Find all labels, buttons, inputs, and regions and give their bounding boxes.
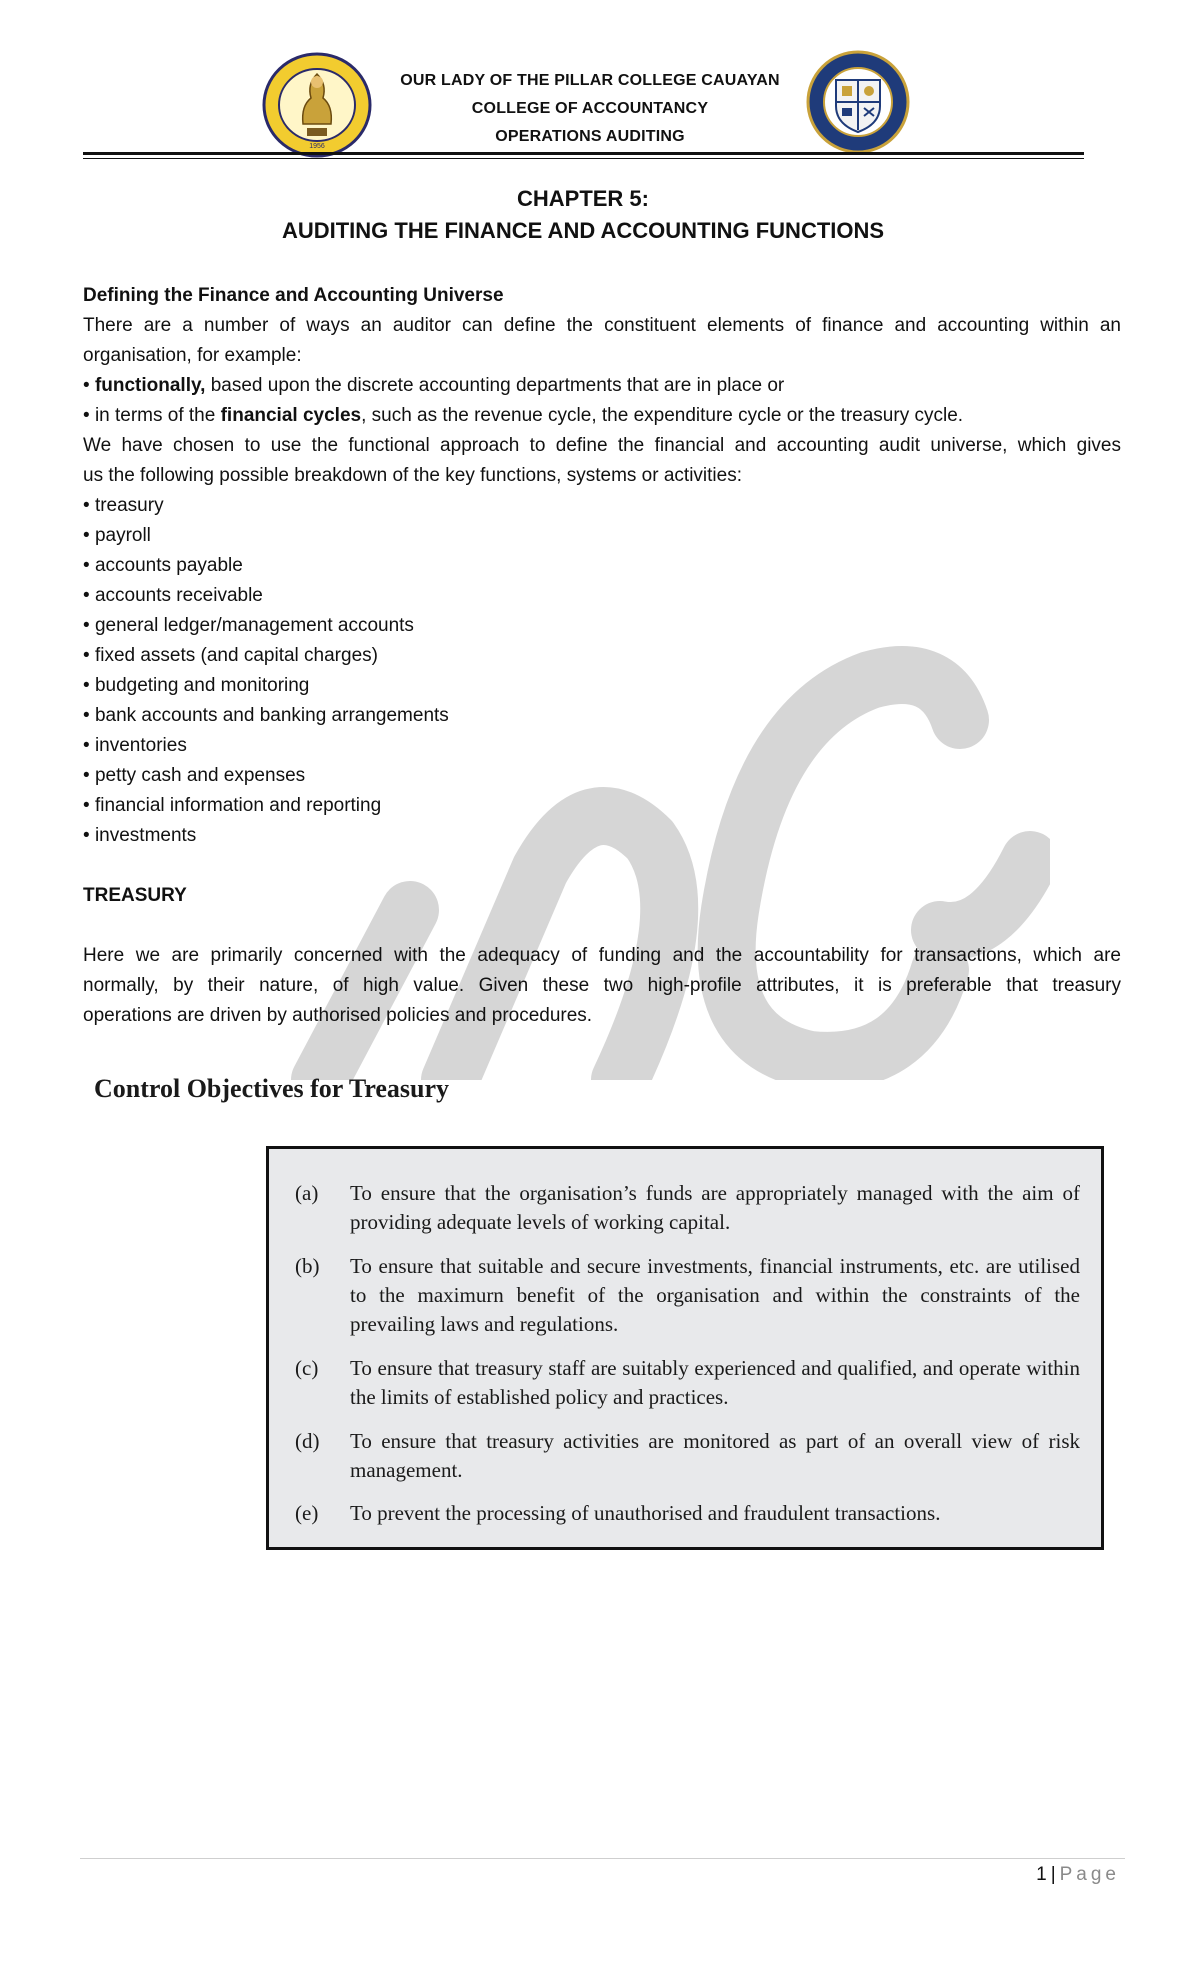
page-label: Page <box>1059 1864 1120 1885</box>
objective-text: To ensure that the organisation’s funds are appropriately managed with the aim of providing adequate levels of working capital. <box>350 1181 1080 1234</box>
objective-text: To ensure that treasury staff are suitably experienced and qualified, and operate within the limits of established policy and practices. <box>350 1356 1080 1409</box>
accountancy-seal-logo <box>806 50 910 154</box>
list-item: • accounts receivable <box>83 584 1123 608</box>
list-item: • petty cash and expenses <box>83 764 1123 788</box>
objective-text: To ensure that suitable and secure investments, financial instruments, etc. are utilised to the maximurn benefit of the organisation and within the constraints of the prevailing laws and regulations. <box>350 1254 1080 1336</box>
objective-letter: (d) <box>295 1429 320 1453</box>
control-objectives-box <box>266 1146 1104 1550</box>
list-item: • inventories <box>83 734 1123 758</box>
approach-line-1: We have chosen to use the functional approach to define the financial and accounting audit universe, which gives <box>83 435 1121 456</box>
list-item: • treasury <box>83 494 1123 518</box>
treasury-line-1: Here we are primarily concerned with the adequacy of funding and the accountability for transactions, which are <box>83 945 1121 966</box>
page-footer <box>960 1864 1120 1886</box>
page-number: 1 <box>1036 1864 1047 1885</box>
bullet-financial-cycles: • in terms of the financial cycles, such as the revenue cycle, the expenditure cycle or the treasury cycle. <box>83 404 1123 428</box>
list-item: • budgeting and monitoring <box>83 674 1123 698</box>
objective-letter: (b) <box>295 1254 320 1278</box>
department-name: COLLEGE OF ACCOUNTANCY <box>471 100 709 117</box>
intro-line-1: There are a number of ways an auditor can define the constituent elements of finance and accounting within an <box>83 315 1121 336</box>
list-item: • investments <box>83 824 1123 848</box>
list-item: • financial information and reporting <box>83 794 1123 818</box>
objective-letter: (e) <box>295 1501 319 1525</box>
header-rule-thick <box>83 152 1084 155</box>
page-separator: | <box>1050 1864 1056 1885</box>
objective-text: To ensure that treasury activities are monitored as part of an overall view of risk management. <box>350 1429 1080 1482</box>
treasury-heading: TREASURY <box>83 885 187 906</box>
course-name: OPERATIONS AUDITING <box>495 128 685 145</box>
control-objectives-heading: Control Objectives for Treasury <box>94 1074 450 1103</box>
svg-text:1956: 1956 <box>309 143 325 150</box>
treasury-line-3: operations are driven by authorised policies and procedures. <box>83 1005 593 1026</box>
bullet-functionally: • functionally, based upon the discrete accounting departments that are in place or <box>83 374 1123 398</box>
chapter-title: AUDITING THE FINANCE AND ACCOUNTING FUNCTIONS <box>281 218 885 243</box>
footer-rule <box>80 1858 1125 1859</box>
approach-line-2: us the following possible breakdown of the key functions, systems or activities: <box>83 465 742 486</box>
section-heading: Defining the Finance and Accounting Universe <box>83 285 504 306</box>
intro-line-2: organisation, for example: <box>83 345 302 366</box>
college-name: OUR LADY OF THE PILLAR COLLEGE CAUAYAN <box>400 72 780 89</box>
list-item: • general ledger/management accounts <box>83 614 1123 638</box>
list-item: • accounts payable <box>83 554 1123 578</box>
treasury-line-2: normally, by their nature, of high value. Given these two high-profile attributes, it is preferable that treasury <box>83 975 1121 996</box>
header-rule-thin <box>83 158 1084 159</box>
objective-letter: (a) <box>295 1181 319 1205</box>
objective-letter: (c) <box>295 1356 319 1380</box>
list-item: • fixed assets (and capital charges) <box>83 644 1123 668</box>
list-item: • payroll <box>83 524 1123 548</box>
list-item: • bank accounts and banking arrangements <box>83 704 1123 728</box>
objective-text: To prevent the processing of unauthorised and fraudulent transactions. <box>350 1501 941 1525</box>
chapter-number: CHAPTER 5: <box>516 186 649 211</box>
